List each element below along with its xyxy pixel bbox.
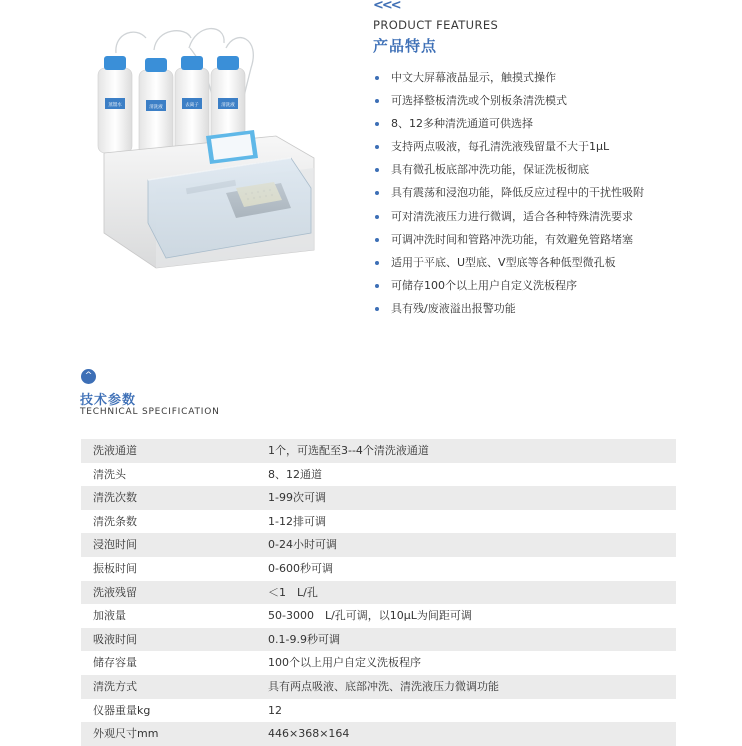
- spec-title-en: TECHNICAL SPECIFICATION: [80, 407, 220, 417]
- table-row: 振板时间 0-600秒可调: [93, 561, 333, 575]
- table-row: 仪器重量kg 12: [93, 703, 282, 717]
- table-row: 清洗条数 1-12排可调: [93, 514, 326, 528]
- bullet-icon: [375, 261, 379, 265]
- table-row: 清洗方式 具有两点吸液、底部冲洗、清洗液压力微调功能: [81, 675, 676, 699]
- feature-item: 可调冲洗时间和管路冲洗功能，有效避免管路堵塞: [375, 232, 644, 255]
- feature-item: 可储存100个以上用户自定义洗板程序: [375, 278, 644, 301]
- spec-table: [81, 439, 676, 746]
- bullet-icon: [375, 168, 379, 172]
- feature-item: 可选择整板清洗或个别板条清洗模式: [375, 93, 644, 116]
- bullet-icon: [375, 76, 379, 80]
- table-row: 洗液通道 1个，可选配至3--4个清洗液通道: [81, 439, 676, 463]
- feature-item: 支持两点吸液，每孔清洗液残留量不大于1μL: [375, 139, 644, 162]
- svg-text:蒸馏水: 蒸馏水: [108, 103, 122, 108]
- table-row: 储存容量 100个以上用户自定义洗板程序: [93, 656, 421, 670]
- features-list: [375, 70, 644, 324]
- feature-item: 中文大屏幕液晶显示，触摸式操作: [375, 70, 644, 93]
- feature-item: 8、12多种清洗通道可供选择: [375, 116, 644, 139]
- bullet-icon: [375, 284, 379, 288]
- table-row: 外观尺寸mm 446×368×164: [81, 722, 676, 746]
- bullet-icon: [375, 238, 379, 242]
- feature-item: 具有微孔板底部冲洗功能，保证洗板彻底: [375, 162, 644, 185]
- table-row: 浸泡时间 0-24小时可调: [81, 533, 676, 557]
- svg-text:清洗液: 清洗液: [221, 103, 235, 108]
- touch-screen: [206, 130, 258, 164]
- collapse-icon: ^: [81, 369, 96, 384]
- product-features-title-en: PRODUCT FEATURES: [373, 18, 499, 32]
- feature-item: 具有震荡和浸泡功能，降低反应过程中的干扰性吸附: [375, 185, 644, 208]
- bullet-icon: [375, 122, 379, 126]
- bullet-icon: [375, 99, 379, 103]
- svg-text:去离子: 去离子: [185, 103, 199, 108]
- table-row: 吸液时间 0.1-9.9秒可调: [81, 628, 676, 652]
- table-row: 清洗头 8、12通道: [93, 467, 322, 481]
- feature-item: 具有残/废液溢出报警功能: [375, 301, 644, 324]
- table-row: 洗液残留 ＜1 L/孔: [81, 581, 676, 605]
- chevrons-decoration: <<<: [373, 0, 400, 13]
- table-row: 清洗次数 1-99次可调: [81, 486, 676, 510]
- bullet-icon: [375, 191, 379, 195]
- bullet-icon: [375, 215, 379, 219]
- feature-item: 可对清洗液压力进行微调，适合各种特殊清洗要求: [375, 209, 644, 232]
- bullet-icon: [375, 145, 379, 149]
- product-features-title-cn: 产品特点: [373, 37, 438, 55]
- svg-text:清洗液: 清洗液: [149, 105, 163, 110]
- feature-item: 适用于平底、U型底、V型底等各种低型微孔板: [375, 255, 644, 278]
- bullet-icon: [375, 307, 379, 311]
- table-row: 加液量 50-3000 L/孔可调，以10μL为间距可调: [93, 609, 472, 623]
- microplate-washer-image: [86, 18, 326, 280]
- spec-title-cn: 技术参数: [80, 393, 137, 408]
